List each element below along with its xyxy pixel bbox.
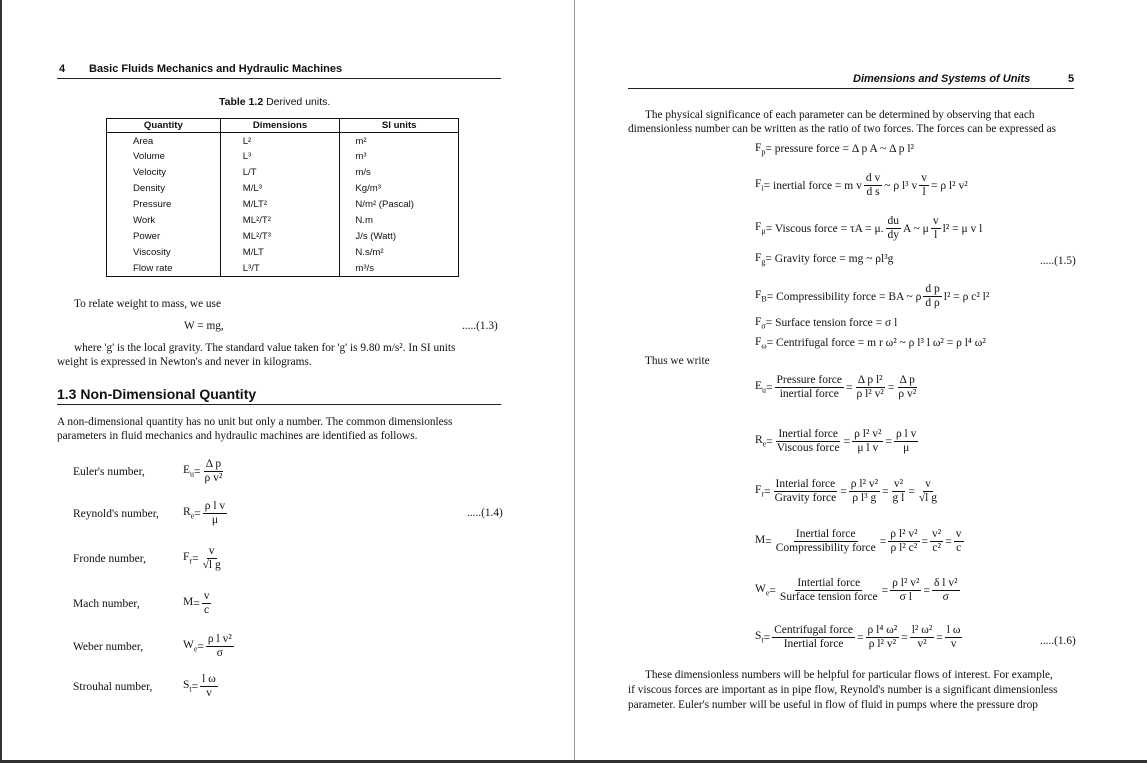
fraction-denominator: σ l [899,591,912,603]
fraction [931,215,941,242]
symbol: F [755,289,762,302]
force-expression: = pressure force = Δ p A ~ Δ p l² [765,143,914,156]
fraction-denominator: dy [887,229,900,241]
symbol-subscript: i [761,183,764,193]
table-cell: N/m² (Pascal) [340,197,459,213]
force-expression: A ~ μ [903,222,929,235]
fraction [772,624,855,651]
symbol: S [755,630,762,643]
fraction [930,528,943,555]
ratio-equation-row [755,528,966,555]
intro-text-line: A non-dimensional quantity has no unit but only a number. The common dimensionless [57,416,453,428]
number-name: Euler's number, [73,465,145,478]
ratio-equation-row [755,577,962,604]
symbol: S [183,679,190,692]
symbol-subscript: e [762,439,767,449]
number-name: Fronde number, [73,552,146,565]
fraction-numerator: ρ l² v² [850,478,879,490]
symbol-subscript: e [193,644,198,654]
fraction [852,428,883,455]
right-intro-line: dimensionless number can be written as the ratio of two forces. The forces can be expressed as [628,123,1056,135]
fraction-numerator: ρ l² v² [854,428,882,440]
left-page-number: 4 [59,63,66,75]
symbol-subscript: σ [761,321,766,331]
fraction-denominator: ρ l² c² [890,542,918,554]
fraction [773,478,839,505]
closing-text-line: These dimensionless numbers will be helpful for particular flows of interest. For example, [645,669,1053,681]
table-cell: ML²/T³ [220,229,340,245]
fraction [910,624,935,651]
operator: = [923,584,930,597]
dimensionless-number-row [73,458,226,485]
operator: = [885,435,892,448]
ratio-equation-row [755,374,920,401]
fraction-denominator: μ l v [857,442,879,454]
force-equation-row [755,336,986,350]
table-cell: N.m [340,213,459,229]
fraction [891,478,907,505]
table-row [107,245,459,261]
table-cell: M/LT² [220,197,340,213]
fraction-denominator: σ [216,647,223,659]
number-name: Mach number, [73,597,140,610]
fraction-numerator: v [203,590,210,602]
fraction-numerator: Centrifugal force [774,624,854,636]
table-caption [219,96,330,108]
force-equation-row [755,252,893,266]
table-header-cell: SI units [340,119,459,133]
table-header-cell: Quantity [107,119,221,133]
symbol-subscript: t [761,635,764,645]
symbol: F [755,221,762,234]
fraction [778,577,880,604]
fraction-denominator: μ [903,442,910,454]
dimensionless-number-row [73,545,225,572]
ratios-equation-number: .....(1.6) [1040,635,1076,647]
table-cell: Power [133,231,161,242]
right-header-rule [628,88,1074,89]
fraction-numerator: v² [932,528,942,540]
fraction-denominator: d ρ [925,297,940,309]
fraction [203,500,227,527]
table-cell: m³/s [340,261,459,277]
fraction-numerator: ρ l⁴ ω² [867,624,898,636]
symbol: F [755,484,762,497]
table-cell: M/LT [220,245,340,261]
fraction [774,528,878,555]
operator: = [881,584,889,597]
equation-lhs [755,289,767,303]
table-cell: Velocity [133,167,167,178]
ratio-equation-row [755,624,964,651]
operator: = [882,485,889,498]
operator: = [765,535,772,548]
closing-text-line: parameter. Euler's number will be useful in flow of fluid in pumps where the pressure drop [628,699,1038,711]
table-cell: m/s [340,165,459,181]
table-cell: Viscosity [133,247,171,258]
fraction [886,215,902,242]
thus-text: Thus we write [645,355,710,367]
symbol: F [755,336,762,348]
fraction [888,528,919,555]
fraction-numerator: d v [865,172,881,184]
fraction-numerator: Δ p [205,458,222,470]
fraction [919,172,929,199]
fraction-denominator: v² [917,638,927,650]
fraction-denominator: Gravity force [774,492,837,504]
fraction-denominator: c [956,542,962,554]
fraction-denominator: g l [892,492,905,504]
fraction [894,428,918,455]
fraction [896,374,918,401]
fraction [917,478,939,505]
numbers-equation-number: .....(1.4) [467,507,503,519]
equation-lhs [755,534,765,548]
fraction-numerator: ρ l v² [207,633,232,645]
fraction-numerator: δ l v² [933,577,958,589]
operator: = [887,381,895,394]
table-cell: L³/T [220,261,340,277]
fraction-denominator: μ [211,514,219,526]
fraction-denominator: l [934,229,938,241]
table-row [107,213,459,229]
table-cell: Flow rate [133,262,173,274]
table-cell: L³ [220,149,340,165]
symbol-subscript: r [189,556,193,566]
equation-lhs [755,630,764,644]
operator: = [901,631,908,644]
weight-equation: W = mg, [184,320,224,332]
equation-lhs [755,178,764,192]
fraction-denominator: d s [866,186,880,198]
table-cell: N.s/m² [340,245,459,261]
fraction-numerator: Interial force [775,478,836,490]
table-cell: M/L³ [220,181,340,197]
table-cell: Kg/m³ [340,181,459,197]
fraction-numerator: l ω [202,673,216,685]
table-row [107,149,459,165]
fraction-denominator: √l g [202,559,221,571]
operator: = [921,535,929,548]
force-expression: = Surface tension force = σ l [765,317,898,330]
operator: = [846,381,853,394]
force-expression: = Gravity force = mg ~ ρl³g [765,253,894,266]
fraction [932,577,960,604]
fraction-denominator: v [206,687,212,699]
equation-lhs [183,551,192,565]
equation-lhs [183,679,192,693]
force-equation-row [755,172,968,199]
derived-units-table [106,118,459,277]
symbol: F [183,551,190,564]
equation-lhs [755,316,766,330]
operator: = [857,631,864,644]
fraction-denominator: ρ l² v² [856,388,884,400]
table-cell: J/s (Watt) [340,229,459,245]
table-cell: ML²/T² [220,213,340,229]
symbol: F [755,316,762,328]
dimensionless-number-row [73,673,220,700]
left-running-title: Basic Fluids Mechanics and Hydraulic Machines [89,63,343,75]
fraction-numerator: Intertial force [797,577,861,589]
equation-lhs [183,506,194,520]
operator: = [763,631,771,644]
force-expression: l² = μ v l [942,222,983,235]
table-cell: Pressure [133,199,172,210]
fraction [203,458,225,485]
table-caption-text: Derived units. [266,96,331,108]
table-row [107,229,459,245]
gravity-text-line: where 'g' is the local gravity. The standard value taken for 'g' is 9.80 m/s². In SI units [74,342,456,354]
gravity-text-line: weight is expressed in Newton's and never in kilograms. [57,356,312,368]
fraction-numerator: v² [893,478,904,490]
fraction-numerator: ρ l² v² [892,577,920,589]
symbol: R [183,506,191,519]
symbol-subscript: μ [761,226,766,236]
fraction [945,624,963,651]
symbol: E [755,380,763,393]
fraction [866,624,900,651]
fraction-denominator: v [950,638,957,650]
symbol-subscript: r [761,489,765,499]
equation-lhs [183,596,193,610]
symbol-subscript: ω [761,341,767,351]
dimensionless-number-row [73,590,213,617]
fraction-numerator: v [955,528,962,540]
operator: = [192,552,199,565]
equation-lhs [755,252,765,266]
operator: = [191,680,199,693]
table-cell: Area [133,136,154,148]
fraction-denominator: σ [942,591,949,603]
symbol-subscript: p [761,147,766,157]
fraction-numerator: ρ l² v² [890,528,918,540]
equation-lhs [755,221,766,235]
table-cell: m³ [340,149,459,165]
force-expression: l² = ρ c² l² [943,290,990,303]
symbol: M [755,534,766,547]
number-name: Strouhal number, [73,680,153,693]
fraction-numerator: v [921,172,927,184]
fraction-numerator: du [887,215,900,227]
operator: = [843,435,851,448]
operator: = [194,465,201,478]
fraction [849,478,880,505]
fraction [775,374,844,401]
table-cell: L/T [220,165,340,181]
symbol: F [755,142,762,154]
operator: = [879,535,887,548]
fraction [201,545,223,572]
fraction-numerator: d p [925,283,940,295]
symbol: F [755,252,762,264]
force-equation-row [755,316,897,330]
weight-equation-number: .....(1.3) [462,320,498,332]
forces-equation-number: .....(1.5) [1040,255,1076,267]
table-row [107,165,459,181]
ratio-equation-row [755,428,920,455]
fraction [855,374,886,401]
equation-lhs [755,336,767,350]
number-name: Weber number, [73,640,144,653]
fraction-denominator: ρ l³ g [852,492,877,504]
symbol: E [183,464,191,477]
fraction-denominator: √l g [918,492,938,504]
fraction-denominator: Inertial force [783,638,844,650]
dimensionless-number-row [73,500,229,527]
fraction-numerator: l ω [946,624,961,636]
fraction-denominator: Surface tension force [779,591,878,603]
table-row [107,197,459,213]
fraction [775,428,842,455]
closing-text-line: if viscous forces are important as in pipe flow, Reynold's number is a significant dimensionless [628,684,1058,696]
equation-lhs [755,434,766,448]
force-equation-row [755,142,914,156]
operator: = [908,485,915,498]
fraction [954,528,964,555]
fraction-denominator: ρ v² [898,388,917,400]
fraction-numerator: v [932,215,939,227]
fraction-numerator: ρ l v [895,428,917,440]
fraction-numerator: Δ p [899,374,915,386]
fraction-numerator: Pressure force [776,374,842,386]
fraction-denominator: ρ l² v² [868,638,897,650]
table-cell: Work [133,215,156,226]
dimensionless-number-row [73,633,236,660]
symbol-subscript: u [190,469,195,479]
fraction-denominator: Compressibility force [775,542,876,554]
symbol: W [755,583,766,596]
force-equation-row [755,215,982,242]
fraction [202,590,212,617]
right-running-title: Dimensions and Systems of Units [853,73,1031,85]
equation-lhs [755,484,764,498]
section-rule [57,404,501,405]
operator: = [766,381,773,394]
operator: = [766,435,773,448]
table-cell: Density [133,183,165,194]
fraction-numerator: v [925,478,931,490]
fraction-denominator: c² [932,542,941,554]
fraction [206,633,234,660]
fraction-denominator: ρ v² [204,472,223,484]
force-expression: = ρ l² v² [930,179,968,192]
force-equation-row [755,283,989,310]
symbol-subscript: e [190,511,195,521]
table-header-row [107,119,459,133]
fraction-numerator: Δ p l² [857,374,883,386]
symbol: W [183,639,194,652]
number-name: Reynold's number, [73,507,159,520]
force-expression: = Centrifugal force = m r ω² ~ ρ l³ l ω² = ρ l⁴ ω² [766,337,986,350]
fraction-numerator: Inertial force [795,528,856,540]
fraction-numerator: Inertial force [778,428,839,440]
operator: = [764,485,771,498]
section-title: 1.3 Non-Dimensional Quantity [57,386,257,402]
operator: = [197,640,204,653]
relate-text: To relate weight to mass, we use [74,298,221,310]
operator: = [840,485,847,498]
fraction-numerator: v [208,545,215,557]
symbol-subscript: u [762,385,767,395]
ratio-equation-row [755,478,941,505]
right-intro-line: The physical significance of each parameter can be determined by observing that each [645,109,1035,121]
fraction-numerator: ρ l v [204,500,226,512]
equation-lhs [755,380,766,394]
fraction-denominator: Viscous force [776,442,840,454]
table-cell: m² [340,133,459,149]
operator: = [936,631,943,644]
force-expression: = inertial force = m v [763,179,862,192]
table-cell: L² [220,133,340,149]
fraction [200,673,218,700]
operator: = [193,597,200,610]
table-caption-label: Table 1.2 [219,96,264,108]
force-expression: ~ ρ l³ v [884,179,918,192]
symbol: F [755,178,762,191]
symbol-subscript: g [761,257,766,267]
table-row [107,133,459,149]
left-edge [0,0,2,763]
equation-lhs [755,583,769,597]
symbol: R [755,434,763,447]
equation-lhs [183,639,197,653]
table-row [107,181,459,197]
equation-lhs [755,142,765,156]
symbol: M [183,596,194,609]
table-row [107,261,459,277]
force-expression: = Viscous force = τA = μ. [765,222,884,235]
fraction-numerator: l² ω² [911,624,933,636]
fraction-denominator: inertial force [779,388,839,400]
left-header-rule [57,78,501,79]
fraction-denominator: c [204,604,210,616]
table-cell: Volume [133,151,165,162]
fraction [890,577,921,604]
operator: = [194,507,201,520]
intro-text-line: parameters in fluid mechanics and hydraulic machines are identified as follows. [57,430,418,442]
fraction-denominator: l [922,186,926,198]
fraction [864,172,882,199]
symbol-subscript: e [765,588,770,598]
fraction [923,283,941,310]
page-gutter [574,0,575,763]
operator: = [769,584,776,597]
force-expression: = Compressibility force = BA ~ ρ [766,290,922,303]
operator: = [945,535,952,548]
symbol-subscript: B [761,294,767,304]
equation-lhs [183,464,194,478]
table-header-cell: Dimensions [220,119,340,133]
right-page-number: 5 [1068,73,1075,85]
symbol-subscript: t [189,684,192,694]
